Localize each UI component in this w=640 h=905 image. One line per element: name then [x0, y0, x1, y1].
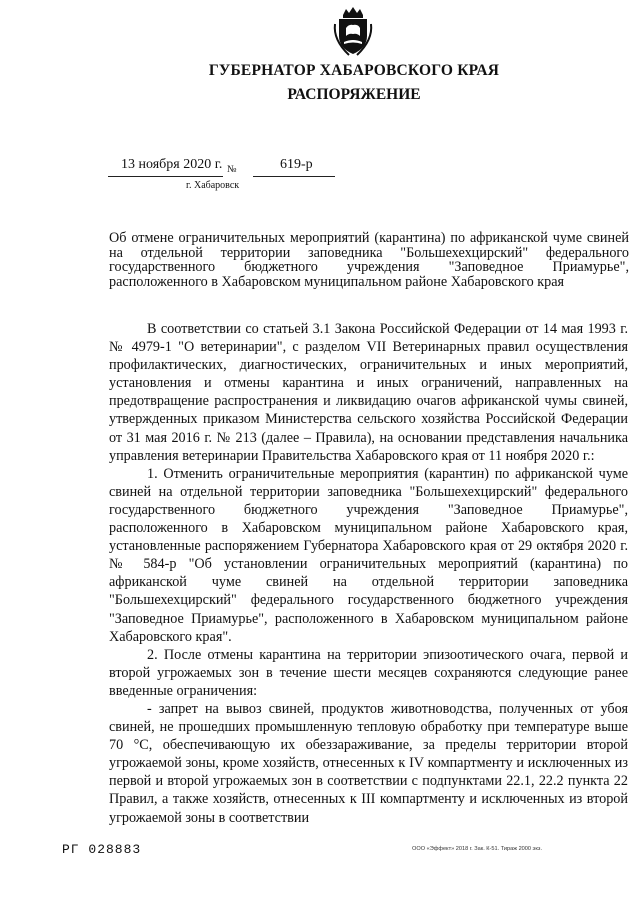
- document-subject: Об отмене ограничительных мероприятий (карантина) по африканской чуме свиней на отдельной территории заповедника "Большехехцирский" федерального государственного бюджетного учреждения "Заповедное Приамурье", расположенного в Хабаровском муниципальном районе Хабаровского края: [109, 230, 629, 290]
- document-type: РАСПОРЯЖЕНИЕ: [287, 86, 421, 103]
- clause-2-paragraph: 2. После отмены карантина на территории эпизоотического очага, первой и второй угрожаемых зон в течение шести месяцев сохраняются следующие ранее введенные ограничения:: [109, 646, 628, 699]
- document-number: 619-р: [280, 157, 313, 172]
- printer-info: ООО «Эффект» 2018 г. Зак. К-51. Тираж 2000 экз.: [412, 846, 543, 852]
- document-body: [109, 320, 628, 827]
- coat-of-arms-icon: [331, 6, 375, 56]
- document-city: г. Хабаровск: [186, 180, 240, 191]
- clause-1-paragraph: 1. Отменить ограничительные мероприятия (карантин) по африканской чуме свиней на отдельной территории заповедника "Большехехцирский" федерального государственного бюджетного учреждения "Заповедное Приамурье", расположенного в Хабаровском муниципальном районе Хабаровского края, установленные распоряжением Губернатора Хабаровского края от 29 октября 2020 г. № 584-р "Об установлении ограничительных мероприятий (карантина) по африканской чуме свиней на отдельной территории заповедника "Большехехцирский" федерального государственного бюджетного учреждения "Заповедное Приамурье", расположенного в Хабаровском муниципальном районе Хабаровского края".: [109, 465, 628, 645]
- restriction-item: - запрет на вывоз свиней, продуктов животноводства, полученных от убоя свиней, не прошедших промышленную тепловую обработку при температуре выше 70 °С, обеспечивающую их обеззараживание, за пределы территории второй угрожаемой зоны, кроме хозяйств, отнесенных к IV компартменту и исключенных из первой и второй угрожаемых зон в соответствии с подпунктами 22.1, 22.2 пункта 22 Правил, а также хозяйств, отнесенных к III компартменту и исключенных из второй угрожаемой зоны в соответствии: [109, 700, 628, 826]
- document-date: 13 ноября 2020 г.: [121, 157, 223, 172]
- form-serial-number: РГ 028883: [62, 842, 142, 857]
- number-underline: [253, 176, 335, 177]
- number-label: №: [227, 164, 237, 175]
- preamble-paragraph: В соответствии со статьей 3.1 Закона Российской Федерации от 14 мая 1993 г. № 4979-1 "О ветеринарии", с разделом VII Ветеринарных правил осуществления профилактических, диагностических, ограничительных и иных мероприятий, установления и отмены карантина и иных ограничений, направленных на предотвращение распространения и ликвидацию очагов африканской чумы свиней, утвержденных приказом Министерства сельского хозяйства Российской Федерации от 31 мая 2016 г. № 213 (далее – Правила), на основании представления начальника управления ветеринарии Правительства Хабаровского края от 11 ноября 2020 г.:: [109, 321, 628, 464]
- issuer-title: ГУБЕРНАТОР ХАБАРОВСКОГО КРАЯ: [208, 62, 500, 79]
- date-underline: [108, 176, 223, 177]
